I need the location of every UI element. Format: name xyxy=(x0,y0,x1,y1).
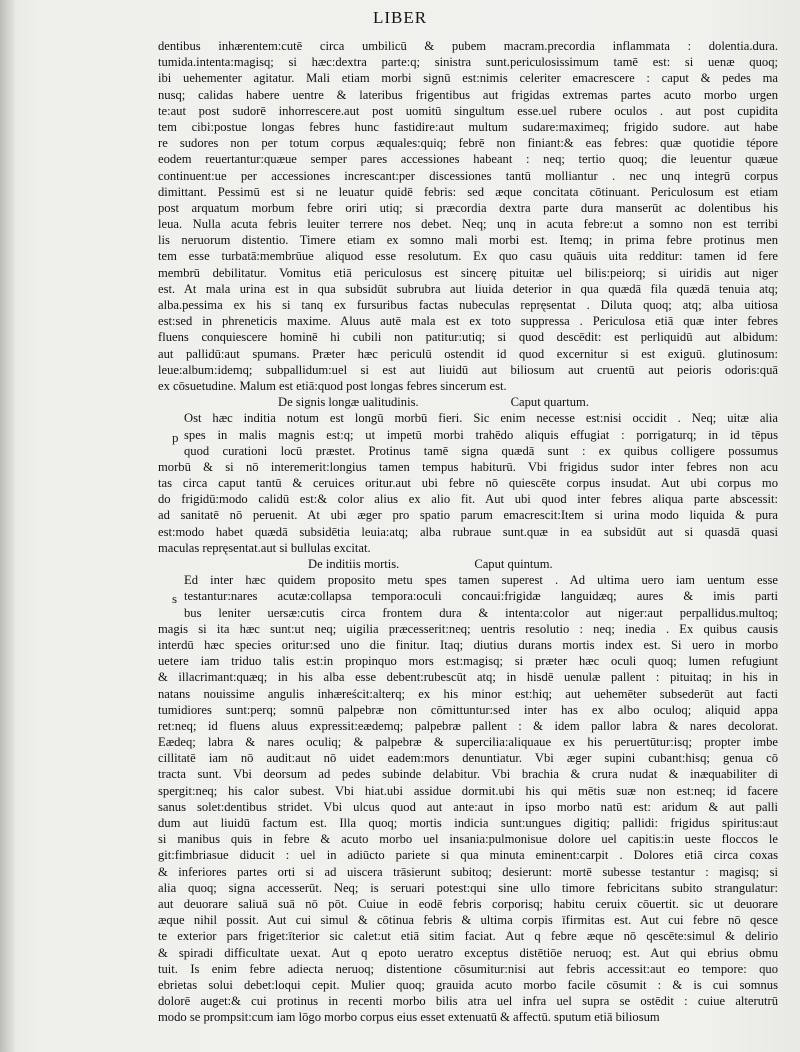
text-line: spes in malis magnis est:q; ut impetū morbi trahēdo aliquis effugiat : porrigaturq; in id tēpus xyxy=(184,427,778,442)
text-line: dimittant. Pessimū est si ne leuatur quidē febris: sed æque concitata cōtinuant. Periculosum est etiam xyxy=(158,184,778,199)
section-three xyxy=(158,572,778,1025)
text-line: est. At mala urina est in qua subsidūt subrubra aut liuida deterior in qua quædā fila quædā tenuia atq; xyxy=(158,281,778,296)
text-line: interdū hæc species oritur:sed uno die finitur. Itaq; diutius durans mortis index est. Si uero in morbo xyxy=(158,637,778,652)
text-line: uetere iam triduo talis est:in propinquo mors est:magisq; si præter hæc oculi quoq; lumen refugiunt xyxy=(158,654,778,669)
text-line: tem cibi:postue longas febres hunc fastidire:aut multum sudare:maximeq; frigido sudore. aut habe xyxy=(158,119,778,134)
text-line: fluens conquiescere hominē hi cubili non patitur:utiq; si quod descēdit: est perliquidū aut albidum: xyxy=(158,330,778,345)
text-line: cillitatē iam nō audit:aut nō uidet eadem:mors denuntiatur. Vbi æger supini cubant:hisq; genua cō xyxy=(158,751,778,766)
text-line: ex cōsuetudine. Malum est etiā:quod post longas febres sincerum est. xyxy=(158,378,507,393)
text-line: dum aut liuidū factum est. Illa quoq; mortis indicia sunt:ungues digitiq; pallidi: frigidus spiritus:aut xyxy=(158,816,778,830)
text-line: dentibus inhærentem:cutē circa umbilicū & pubem macram.precordia inflammata : dolentia.dura. xyxy=(158,39,778,53)
chapter-title: De inditiis mortis. xyxy=(308,557,400,571)
text-line: aut pallidū:aut spumans. Præter hæc periculū ostendit id quod excernitur si est exiguū. glutinosum: xyxy=(158,346,778,361)
text-line: ret:neq; id fluens aluus expressit:eædemq; palpebræ pallent : & idem pallor labra & nares decolorat. xyxy=(158,718,778,733)
text-line: Eædeq; labra & nares oculiq; & palpebræ & supercilia:aliquaue ex his peruertūtur:isq; propter imbe xyxy=(158,735,778,750)
text-line: æque nihil possit. Aut cui simul & cōtinua febris & ultima corpis īfirmitas est. Aut cui febre nō qesce xyxy=(158,913,778,928)
text-line: & spiradi difficultate uexat. Aut q epoto ueratro exceptus distētiōe neruoq; est. Aut qui ebrius obmu xyxy=(158,945,778,960)
text-line: si manibus quis in febre & acuto morbo uel insania:pulmonisue dolore uel capitis:in ueste floccos le xyxy=(158,832,778,847)
text-line: tas circa caput tantū & ceruices oritur.aut ubi febre nō quiescēte corpus insudat. Aut ubi corpus mo xyxy=(158,476,778,491)
guide-letter-p: p xyxy=(172,430,179,445)
chapter-heading-four xyxy=(158,394,778,410)
text-line: tumidiores sunt:perq; somnū palpebræ non cōmittuntur:sed inter has ex albo oculoq; aliquid appa xyxy=(158,702,778,717)
chapter-number: Caput quartum. xyxy=(510,395,589,410)
page-gutter xyxy=(0,0,16,1052)
text-line: membrū debilitatur. Vomitus etiā periculosus est sincerę pituitæ uel bilis:peiorq; si uiridis aut niger xyxy=(158,265,778,280)
text-line: morbū & si nō interemerit:longius tamen tempus habiturū. Vbi frigidus sudor inter febres non acu xyxy=(158,459,778,474)
text-line: ebrietas solui debet:loqui cepit. Mulier quoq; grauida acuto morbo facile cōsumit : & is cui somnus xyxy=(158,977,778,992)
running-head: LIBER xyxy=(372,8,428,27)
text-line: alia quoq; signa accesserūt. Neq; is seruari potest:qui sine ullo timore febricitans subito strangulatur: xyxy=(158,880,778,895)
text-line: bus leniter uersæ:cutis circa frontem dura & intenta:color aut niger:aut perpallidus.multoq; xyxy=(184,605,778,620)
chapter-number: Caput quintum. xyxy=(474,557,553,571)
text-line: leua. Nulla acuta febris leuiter terrere nos debet. Neq; unq in acuta febre:ut a somno non est terribi xyxy=(158,217,778,232)
section-two xyxy=(158,410,778,556)
text-line: tuit. Is enim febre adiecta neruoq; distentione cōsumitur:nisi aut febris accessit:aut eo tempore: quo xyxy=(158,961,778,976)
text-line: re sudores non per totum corpus æquales:quiq; febrē non finiant:& eas febres: quæ quotidie tépore xyxy=(158,136,778,151)
text-line: modo se prompsit:cum iam lōgo morbo corpus eius esset extenuatū & affectū. sputum etiā biliosum xyxy=(158,1010,660,1025)
text-line: git:fimbriasue diducit : uel in adiūcto pariete si qua minuta eminent:carpit . Dolores etiā circa coxas xyxy=(158,848,778,863)
text-line: & illacrimant:quæq; in his alba esse debent:rubescūt atq; in hisdē uenulæ pallent : pituitaq; in his in xyxy=(158,670,778,685)
guide-letter-s: s xyxy=(172,591,178,606)
main-text-block xyxy=(158,38,778,1025)
text-line: lis neruorum distentio. Timere etiam ex somno mali morbi est. Itemq; in prima febre protinus men xyxy=(158,233,778,248)
text-line: nusq; calidas habere uentre & lateribus frigentibus aut frigidas extremas partes acuto morbo urgen xyxy=(158,87,778,102)
text-line: Ed inter hæc quidem proposito metu spes tamen superest . Ad ultima uero iam uentum esse xyxy=(184,573,778,588)
text-line: continuent:ue per accessiones increscant:per discessiones tantū molliantur . nec unq integrū corpus xyxy=(158,168,778,183)
text-line: tumida.intenta:magisq; si hæc:dextra parte:q; sinistra sunt.periculosissimum tamē est: si uenæ quoq; xyxy=(158,55,778,70)
text-line: spergit:neq; his calor subest. Vbi hiat.ubi assidue dormit.ubi his qui mētis suæ non est:neq; id facere xyxy=(158,783,778,798)
text-line: dolorē auget:& cui protinus in recenti morbo bilis atra uel infra uel supra se ostēdit : cuiue alterutrū xyxy=(158,994,778,1009)
text-line: eodem reuertantur:quæue semper pares accessiones habeant : neq; tertio quoq; die leuentur quæue xyxy=(158,152,778,167)
text-line: maculas repręsentat.aut si bullulas excitat. xyxy=(158,540,371,555)
text-line: te exterior pars friget:īterior sic calet:ut etiā sitim faciat. Aut q febre æque nō qescēte:simul & delirio xyxy=(158,929,778,944)
chapter-title: De signis longæ ualitudinis. xyxy=(278,395,419,410)
text-line: testantur:nares acutæ:collapsa tempora:oculi concaui:frigidæ languidæq; aures & imis parti xyxy=(184,589,778,604)
section-one xyxy=(158,38,778,394)
text-line: post arquatum morbum febre oriri utiq; si præcordia dextra parte dura manserūt ac dolentibus his xyxy=(158,200,778,215)
text-line: magis si ita hæc sunt:ut neq; uigilia præcesserit:neq; uentris resolutio : neq; inedia . Ex quibus causis xyxy=(158,621,778,636)
chapter-heading-five xyxy=(158,556,778,572)
text-line: sanus solet:dentibus stridet. Vbi ulcus quod aut ante:aut in ipso morbo natū est: aridum & aut palli xyxy=(158,799,778,814)
text-line: ad sanitatē nō peruenit. At ubi æger pro spatio parum emacrescit:Item si urina modo liquida & pura xyxy=(158,508,778,523)
text-line: Ost hæc inditia notum est longū morbū fieri. Sic enim necesse est:nisi occidit . Neq; uitæ alia xyxy=(184,411,778,426)
text-line: tem esse turbatā:membrūue aliquod esse resolutum. Ex quo casu quāuis uita redditur: tamen id fere xyxy=(158,249,778,264)
text-line: alba.pessima ex his si tanq ex fursuribus factas nubeculas repręsentat . Diluta quoq; atq; alba uitiosa xyxy=(158,298,778,312)
text-line: te:aut post sudorē inhorrescere.aut post uomitū singultum esse.uel rubere oculos . aut post cupidita xyxy=(158,103,778,118)
text-line: natans nouissime angulis inhæreścit:alterq; ex his minor est:hiq; aut uehemēter subsederūt aut facti xyxy=(158,686,778,701)
text-line: do frigidū:modo calidū est:& color alius ex alio fit. Aut ubi quod inter febres aliqua parte abscessit: xyxy=(158,492,778,507)
text-line: aut deuorare saliuā suā nō pōt. Cuiue in eodē febris corporisq; habitu ceruix cōuertit. sic ut deuorare xyxy=(158,896,778,911)
text-line: quod curationi locū præstet. Protinus tamē signa quædā sunt : ex quibus colligere possumus xyxy=(184,443,778,458)
text-line: est:modo habet quædā subsidētia leuia:atq; alba rubraue sunt.quæ in ea subsidūt aut si quasdā quasi xyxy=(158,524,778,539)
text-line: est:sed in phreneticis maxime. Aluus autē mala est ex toto suppressa . Periculosa etiā quæ inter febres xyxy=(158,314,778,329)
text-line: & inferiores partes orti si ad uiscera trāsierunt subitoq; desierunt: mortē subesse testantur : magisq; si xyxy=(158,864,778,879)
text-line: tracta sunt. Vbi deorsum ad pedes subinde delabitur. Vbi brachia & crura nudat & inæquabiliter di xyxy=(158,767,778,782)
text-line: ibi uehementer agitatur. Mali etiam morbi signū est:nimis celeriter emacrescere : caput & pedes ma xyxy=(158,71,778,86)
text-line: leue:album:idemq; subpallidum:uel si est aut liuidū aut biliosum aut cruentū aut peioris odoris:quā xyxy=(158,362,778,377)
